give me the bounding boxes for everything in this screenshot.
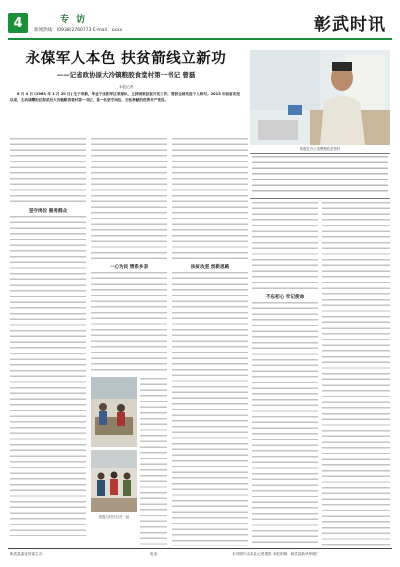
subhead-2: 一心为民 情系乡亲: [109, 265, 149, 270]
column-3-text-b: [172, 272, 248, 546]
village-caption: 曾磊与村民们在一起: [98, 515, 130, 519]
column-2-text-b: [91, 272, 167, 372]
subhead-3: 扶贫攻坚 创新思路: [190, 265, 230, 270]
intro-box: [252, 156, 388, 196]
intro-box-top-rule: [250, 153, 390, 154]
column-4-text-b: [252, 302, 318, 546]
portrait-photo: [250, 50, 390, 145]
intro-box-bottom-rule: [250, 198, 390, 199]
column-2-text-a: [91, 138, 167, 262]
page-header: [0, 0, 400, 40]
village-photo-1-image: [91, 377, 137, 447]
column-1-text-b: [10, 216, 86, 536]
column-4: [252, 202, 318, 546]
subhead-1: 坚守岗位 服务群众: [28, 209, 68, 214]
column-3: [172, 138, 248, 546]
portrait-photo-image: [250, 50, 390, 145]
masthead: 彰武时讯: [314, 15, 386, 35]
column-4-text-a: [252, 202, 318, 292]
column-2: [91, 138, 167, 376]
intro-box-text: [252, 156, 388, 196]
footer-center: 电话：: [150, 552, 161, 556]
column-2-side-text: [140, 378, 167, 546]
section-label: 专 访: [60, 15, 88, 25]
footer-rule: [8, 548, 392, 549]
column-5-text: [322, 202, 390, 546]
page-number: 4: [8, 13, 28, 33]
village-photo-2: [91, 450, 137, 512]
column-1-text-a: [10, 138, 86, 206]
issue-info: 新闻热线：(0938)2760773 E-mail：xxxx: [34, 28, 123, 33]
subhead-4: 不忘初心 牢记使命: [265, 295, 305, 300]
footer-right: 本刊图片由本社记者提供 本报印刷：彰武县新华印刷厂: [232, 552, 320, 556]
column-2-side: [140, 378, 167, 546]
header-rule: [8, 38, 392, 40]
article-byline: 本报记者: [118, 85, 134, 89]
portrait-caption: 曾磊在办公室整理扶贫资料: [299, 147, 341, 151]
lead-paragraph: [10, 92, 240, 136]
column-3-text-a: [172, 138, 248, 262]
article-subheadline: ——记省政协原大冷镇粮胶食堂村第一书记 曾磊: [56, 71, 196, 79]
article-headline: 永葆军人本色 扶贫箭线立新功: [25, 50, 227, 67]
footer-left: 彰武县委宣传部主办: [10, 552, 43, 556]
village-photo-2-image: [91, 450, 137, 512]
village-photo-1: [91, 377, 137, 447]
column-5: [322, 202, 390, 546]
column-1: [10, 138, 86, 546]
lead-text: 8 月 4 日 (1963 年 1 月 20 日) 生于阜新，毕业于沈阳军区某部队，主持国家扶贫开发工作，曾获全国先进个人称号。2015 年扶贫攻坚以来，主动请缨担任彰武县大冷镇粮食堂村第一书记，是一名坚守岗位、无私奉献的优秀共产党员。: [10, 92, 240, 102]
